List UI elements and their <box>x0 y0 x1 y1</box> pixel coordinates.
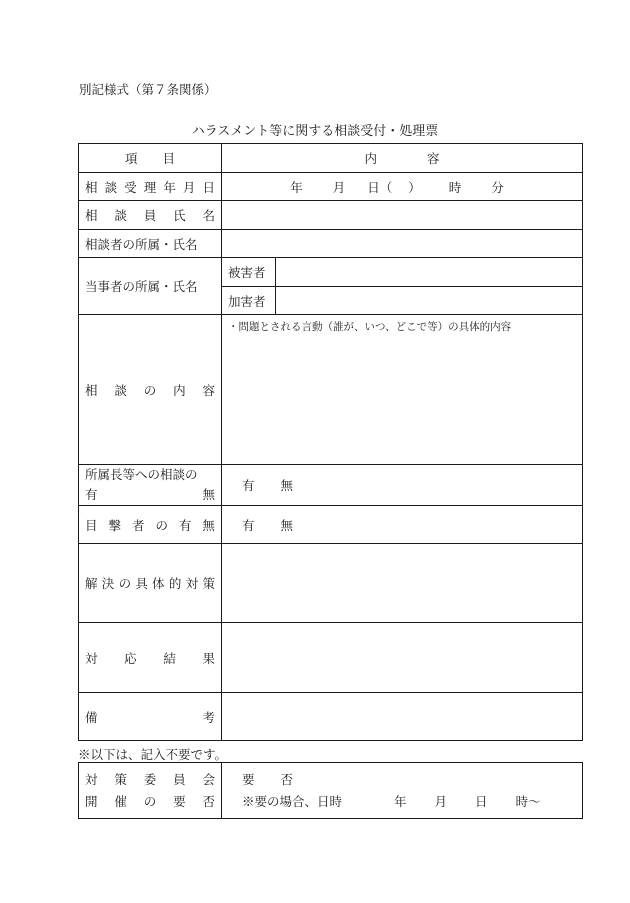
label-char: の <box>118 576 132 591</box>
label-char: 対 <box>85 771 98 787</box>
label-char: 果 <box>202 650 215 666</box>
label-char: 決 <box>101 576 115 591</box>
label-char: 目 <box>85 517 98 533</box>
witness-no[interactable]: 無 <box>280 517 294 533</box>
remarks-field[interactable] <box>222 693 583 741</box>
requester-field[interactable] <box>222 230 583 258</box>
consultant-label-text <box>85 206 215 224</box>
victim-label: 被害者 <box>222 258 276 287</box>
label-char: 談 <box>104 179 118 195</box>
witness-label <box>79 506 222 544</box>
consultant-label <box>79 201 222 230</box>
requester-row <box>79 230 583 258</box>
director-no[interactable]: 無 <box>280 478 294 493</box>
witness-label-text <box>85 516 215 534</box>
committee-if-needed: ※要の場合、日時 <box>242 793 343 809</box>
label-char: 氏 <box>173 208 186 223</box>
date-hour: 時 <box>448 179 462 195</box>
director-label-line2 <box>85 485 215 505</box>
solution-label-text <box>85 574 215 592</box>
victim-field[interactable] <box>276 258 583 287</box>
label-char: 談 <box>114 208 127 223</box>
parties-label: 当事者の所属・氏名 <box>79 258 222 315</box>
label-char: 受 <box>124 179 137 195</box>
committee-label <box>79 763 222 819</box>
label-char: の <box>155 517 168 533</box>
remarks-label-left: 備 <box>85 709 98 725</box>
date-day: 日（ <box>367 179 393 195</box>
label-char: 相 <box>85 382 98 398</box>
committee-table <box>78 762 583 819</box>
witness-row <box>79 506 583 544</box>
witness-field[interactable] <box>222 506 583 544</box>
label-char: 開 <box>85 793 98 809</box>
result-field[interactable] <box>222 623 583 693</box>
committee-needed[interactable]: 要 <box>242 771 255 787</box>
date-parts <box>222 178 582 196</box>
date-weekday-close: ） <box>408 179 421 195</box>
label-char: 応 <box>124 650 137 666</box>
label-char: 名 <box>202 208 215 223</box>
consultant-row <box>79 201 583 230</box>
director-label <box>79 465 222 506</box>
consultation-form-table <box>78 143 583 741</box>
label-char: 年 <box>163 179 176 195</box>
label-char: 解 <box>85 576 98 591</box>
label-char: 者 <box>131 517 145 533</box>
label-char: 対 <box>85 650 98 666</box>
label-char: 策 <box>202 576 215 591</box>
committee-year: 年 <box>394 793 407 809</box>
label-char: 体 <box>152 576 165 591</box>
label-char: 談 <box>114 382 127 398</box>
label-char: 的 <box>168 576 182 591</box>
content-field[interactable]: ・問題とされる言動（誰が、いつ、どこで等）の具体的内容 <box>222 315 583 465</box>
content-label <box>79 315 222 465</box>
director-label-line1: 所属長等への相談の <box>85 467 198 482</box>
label-char: 対 <box>185 576 199 591</box>
remarks-label-right: 考 <box>202 709 215 725</box>
solution-field[interactable] <box>222 544 583 623</box>
perpetrator-label: 加害者 <box>222 287 276 315</box>
note-not-required: ※以下は、記入不要です。 <box>78 747 228 762</box>
consultant-field[interactable] <box>222 201 583 230</box>
director-label-no: 無 <box>202 487 215 502</box>
label-char: 催 <box>114 793 127 809</box>
header-content: 内 容 <box>222 144 583 173</box>
label-char: 委 <box>143 771 157 787</box>
label-char: 理 <box>143 179 157 195</box>
witness-yes[interactable]: 有 <box>242 517 255 533</box>
label-char: 相 <box>85 208 98 223</box>
label-char: 内 <box>173 382 186 398</box>
committee-not-needed[interactable]: 否 <box>280 771 294 787</box>
label-char: 否 <box>202 793 215 809</box>
label-char: 具 <box>135 576 148 591</box>
label-char: 日 <box>202 179 215 195</box>
committee-need-line <box>242 769 576 791</box>
date-month: 月 <box>332 179 346 195</box>
committee-day: 日 <box>475 793 488 809</box>
solution-label <box>79 544 222 623</box>
label-char: 員 <box>143 208 157 223</box>
committee-date-line <box>242 791 576 813</box>
label-char: の <box>143 382 157 398</box>
director-row <box>79 465 583 506</box>
director-yes[interactable]: 有 <box>242 478 255 493</box>
date-minute: 分 <box>491 179 504 195</box>
label-char: 策 <box>114 771 127 787</box>
director-label-yes: 有 <box>85 487 98 502</box>
content-label-text <box>85 381 215 399</box>
result-label <box>79 623 222 693</box>
committee-label-line2 <box>85 791 215 813</box>
committee-hour: 時～ <box>515 793 541 809</box>
header-row <box>79 144 583 173</box>
label-char: 月 <box>182 179 196 195</box>
solution-row <box>79 544 583 623</box>
committee-month: 月 <box>434 793 448 809</box>
date-row <box>79 173 583 201</box>
victim-row <box>79 258 583 287</box>
date-year: 年 <box>290 179 303 195</box>
label-char: の <box>143 793 157 809</box>
remarks-row <box>79 693 583 741</box>
label-char: 会 <box>202 771 215 787</box>
label-char: 員 <box>173 771 186 787</box>
committee-label-line1 <box>85 769 215 791</box>
perpetrator-field[interactable] <box>276 287 583 315</box>
requester-label: 相談者の所属・氏名 <box>79 230 222 258</box>
date-label <box>79 173 222 201</box>
label-char: 有 <box>178 517 192 533</box>
label-char: 無 <box>202 517 215 533</box>
committee-field[interactable] <box>222 763 583 819</box>
committee-row <box>79 763 583 819</box>
remarks-label-text <box>85 708 215 726</box>
result-row <box>79 623 583 693</box>
content-row <box>79 315 583 465</box>
label-char: 容 <box>202 382 215 398</box>
form-reference: 別記様式（第７条関係） <box>79 82 217 97</box>
remarks-label <box>79 693 222 741</box>
label-char: 結 <box>163 650 176 666</box>
label-char: 要 <box>173 793 186 809</box>
label-char: 撃 <box>108 517 121 533</box>
date-label-text <box>85 178 215 196</box>
header-item: 項 目 <box>79 144 222 173</box>
label-char: 相 <box>85 179 98 195</box>
date-field[interactable] <box>222 173 583 201</box>
result-label-text <box>85 649 215 667</box>
director-field[interactable] <box>222 465 583 506</box>
document-title: ハラスメント等に関する相談受付・処理票 <box>191 124 439 139</box>
